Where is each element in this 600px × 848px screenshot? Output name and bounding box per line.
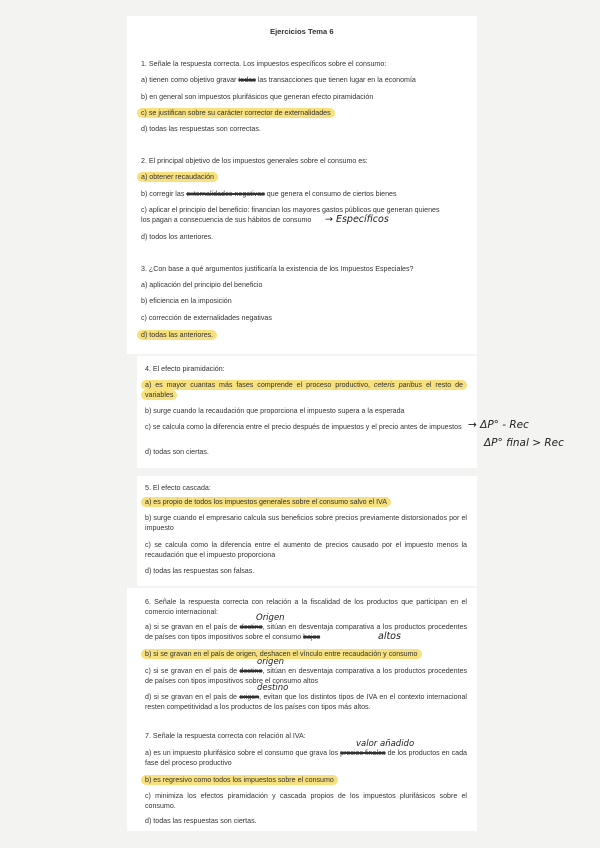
q5-option-d: d) todas las respuestas son falsas. <box>145 567 255 575</box>
q6-highlight: b) si se gravan en el país de origen, deshacen el vínculo entre recaudación y consumo <box>141 649 422 659</box>
q5-question: 5. El efecto cascada: <box>145 484 211 492</box>
q2-option-d: d) todos los anteriores. <box>141 233 214 241</box>
q1-option-a: a) tienen como objetivo gravar todas las transacciones que tienen lugar en la economía <box>141 76 416 84</box>
q2-option-b: b) corregir las externalidades negativas que genera el consumo de ciertos bienes <box>141 190 397 198</box>
q2-option-c-line1: c) aplicar el principio del beneficio: financian los mayores gastos públicos que generan quienes <box>141 206 440 214</box>
q7-question: 7. Señale la respuesta correcta con relación al IVA: <box>145 732 306 740</box>
q1-question: 1. Señale la respuesta correcta. Los impuestos específicos sobre el consumo: <box>141 60 387 68</box>
q7-option-b <box>145 775 338 785</box>
q7-a-handwritten-note: valor añadido <box>356 739 415 749</box>
q5-option-b: b) surge cuando el empresario calcula sus beneficios sobre precios previamente distorsionados por el impuesto <box>145 514 467 532</box>
q3-option-d <box>141 330 217 340</box>
q3-option-a: a) aplicación del principio del beneficio <box>141 281 263 289</box>
q2-question: 2. El principal objetivo de los impuestos generales sobre el consumo es: <box>141 157 368 165</box>
q4-handwritten-note-1: → ΔP° - Rec <box>468 419 529 431</box>
q5-highlight: a) es propio de todos los impuestos generales sobre el consumo salvo el IVA <box>141 497 391 507</box>
page-title: Ejercicios Tema 6 <box>270 27 334 36</box>
q3-question: 3. ¿Con base a qué argumentos justificaría la existencia de los Impuestos Especiales? <box>141 265 414 273</box>
q2-handwritten-note: → Específicos <box>325 214 389 225</box>
q1-option-b: b) en general son impuestos plurifásicos que generan efecto piramidación <box>141 93 374 101</box>
q3-highlight: d) todas las anteriores. <box>137 330 217 340</box>
q3-option-b: b) eficiencia en la imposición <box>141 297 232 305</box>
q6-a-handwritten-altos: altos <box>378 631 401 642</box>
q5-option-c: c) se calcula como la diferencia entre el aumento de precios causado por el impuesto menos la recaudación que el impuesto proporciona <box>145 541 467 559</box>
q2-option-c-line2: los pagan a consecuencia de sus hábitos de consumo <box>141 216 312 224</box>
q4-option-a: a) es mayor cuantas más fases comprende el proceso productivo, ceteris paribus el resto de variables <box>145 380 467 400</box>
q1-highlight: c) se justifican sobre su carácter corrector de externalidades <box>137 108 335 118</box>
q6-d-handwritten-destino: destino <box>257 683 289 693</box>
q7-highlight: b) es regresivo como todos los impuestos sobre el consumo <box>141 775 338 785</box>
q1-option-d: d) todas las respuestas son correctas. <box>141 125 261 133</box>
q4-handwritten-note-2: ΔP° final > Rec <box>484 437 564 449</box>
q1-option-c <box>141 108 335 118</box>
q4-option-d: d) todas son ciertas. <box>145 448 209 456</box>
q6-option-d: d) si se gravan en el país de origen, evitan que los distintos tipos de IVA en el contexto internacional resten competitividad a los productos de los países con tipos más altos. <box>145 693 467 711</box>
q7-option-a: a) es un impuesto plurifásico sobre el consumo que grava los precios finales de los productos en cada fase del proceso productivo <box>145 749 467 767</box>
q6-option-a: a) si se gravan en el país de destino, sitúan en desventaja comparativa a los productos procedentes de países con tipos impositivos sobre el consumo bajos <box>145 623 467 641</box>
q5-option-a <box>145 497 391 507</box>
q2-highlight: a) obtener recaudación <box>137 172 218 182</box>
q6-option-c: c) si se gravan en el país de destino, sitúan en desventaja comparativa a los productos procedentes de países con tipos impositivos sobre el consumo altos <box>145 667 467 685</box>
q4-question: 4. El efecto piramidación: <box>145 365 225 373</box>
q7-option-c: c) minimiza los efectos piramidación y cascada propios de los impuestos plurifásicos sobre el consumo. <box>145 792 467 810</box>
q6-c-handwritten-origen: origen <box>257 657 285 667</box>
q3-option-c: c) corrección de externalidades negativas <box>141 314 272 322</box>
q6-a-handwritten-origen: Origen <box>256 613 285 623</box>
q7-option-d: d) todas las respuestas son ciertas. <box>145 817 257 825</box>
q6-question: 6. Señale la respuesta correcta con relación a la fiscalidad de los productos que participan en el comercio internacional: <box>145 598 467 616</box>
q2-option-a <box>141 172 218 182</box>
q4-option-b: b) surge cuando la recaudación que proporciona el impuesto supera a la esperada <box>145 407 405 415</box>
q4-option-c: c) se calcula como la diferencia entre el precio después de impuestos y el precio antes de impuestos <box>145 423 462 431</box>
